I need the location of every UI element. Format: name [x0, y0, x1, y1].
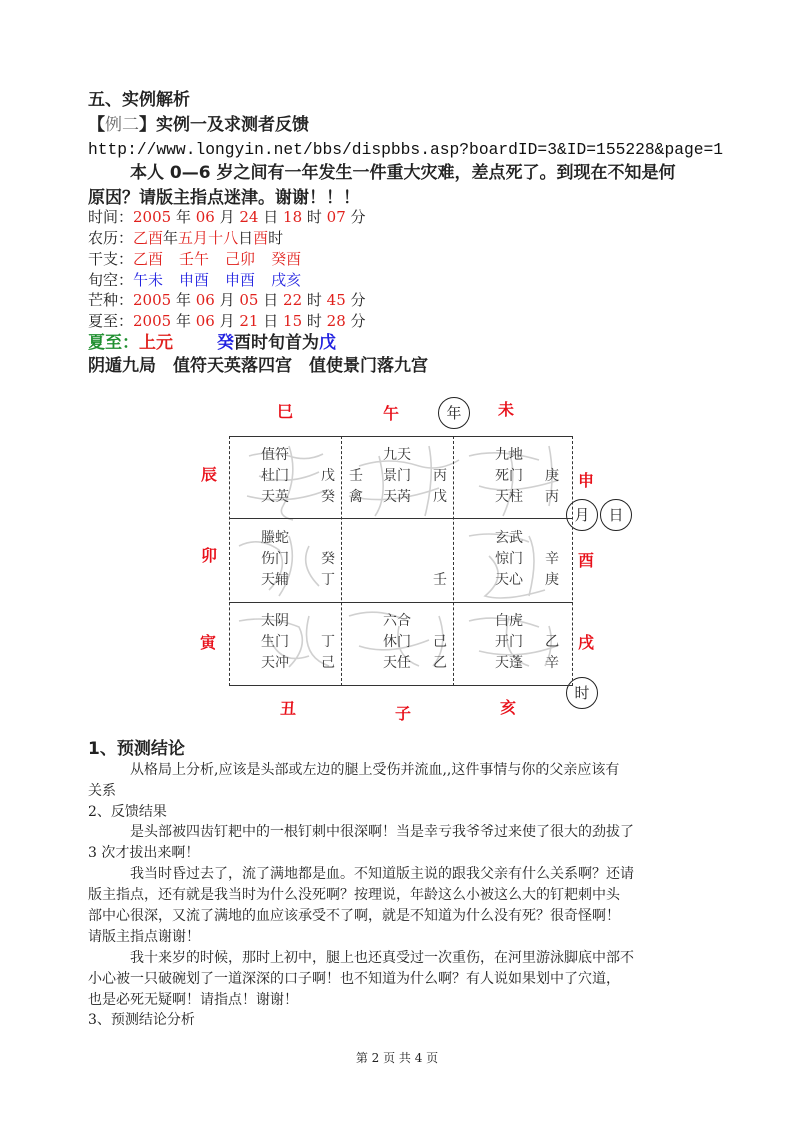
door: 杜门 — [261, 468, 289, 484]
door: 开门 — [495, 634, 523, 650]
bracket-open: 【 — [88, 115, 105, 135]
door: 景门 — [383, 468, 411, 484]
palace-5 — [343, 528, 455, 610]
god: 九天 — [383, 447, 411, 463]
section-2-text: 3 次才拔出来啊！ — [88, 845, 200, 861]
star: 天辅 — [261, 572, 289, 588]
branch-shen: 申 — [578, 471, 595, 490]
door: 伤门 — [261, 551, 289, 567]
branch-chen: 辰 — [201, 465, 218, 484]
door-stem: 乙 — [545, 634, 559, 650]
branch-wu: 午 — [383, 404, 400, 423]
section-heading: 五、实例解析 — [88, 90, 190, 110]
palace-grid — [229, 436, 573, 686]
star-stem: 癸 — [321, 489, 335, 505]
section-2-text: 我十来岁的时候，那时上初中，腿上也还真受过一次重伤，在河里游泳脚底中部不 — [130, 950, 634, 966]
info-xiazhi: 夏至：2005 年 06 月 21 日 15 时 28 分 — [88, 312, 366, 330]
star: 天冲 — [261, 655, 289, 671]
door: 死门 — [495, 468, 523, 484]
door-stem: 庚 — [545, 468, 559, 484]
branch-hai: 亥 — [500, 698, 517, 717]
palace-9 — [343, 445, 455, 527]
branch-chou: 丑 — [280, 699, 297, 718]
section-2-text: 部中心很深，又流了满地的血应该承受不了啊，就是不知道为什么没有死？很奇怪啊！ — [88, 908, 620, 924]
door-stem: 辛 — [545, 551, 559, 567]
example-tag: 例二 — [105, 115, 139, 135]
info-ju: 阴遁九局 值符天英落四宫 值使景门落九宫 — [88, 356, 428, 376]
branch-wei: 未 — [498, 400, 515, 419]
section-2-text: 版主指点，还有就是我当时为什么没死啊？按理说，年龄这么小被这么大的钉耙刺中头 — [88, 887, 620, 903]
god: 六合 — [383, 613, 411, 629]
bracket-close: 】 — [139, 115, 156, 135]
question-line-1: 本人 0—6 岁之间有一年发生一件重大灾难，差点死了。到现在不知是何 — [130, 163, 676, 183]
section-1-text: 从格局上分析,应该是头部或左边的腿上受伤并流血,,这件事情与你的父亲应该有 — [130, 762, 620, 778]
palace-7 — [455, 528, 567, 610]
info-mangzhong: 芒种：2005 年 06 月 05 日 22 时 45 分 — [88, 291, 366, 309]
section-3-title: 3、预测结论分析 — [88, 1012, 195, 1028]
day-marker: 日 — [600, 499, 632, 531]
door: 惊门 — [495, 551, 523, 567]
star-stem: 丙 — [545, 489, 559, 505]
info-ganzhi: 干支：乙酉 壬午 己卯 癸酉 — [88, 250, 302, 268]
year-marker: 年 — [438, 397, 470, 429]
page-number: 第 2 页 共 4 页 — [355, 1051, 439, 1065]
god: 九地 — [495, 447, 523, 463]
branch-yin: 寅 — [200, 633, 217, 652]
grid-vline-left — [229, 436, 230, 686]
extra-star: 禽 — [349, 489, 363, 505]
question-line-2: 原因？请版主指点迷津。谢谢！！！ — [88, 188, 360, 208]
door-stem: 丙 — [433, 468, 447, 484]
star-stem: 丁 — [321, 572, 335, 588]
branch-si: 巳 — [277, 402, 294, 421]
section-2-title: 2、反馈结果 — [88, 804, 167, 820]
door-stem: 己 — [433, 634, 447, 650]
source-url[interactable]: http://www.longyin.net/bbs/dispbbs.asp?boardID=3&ID=155228&page=1 — [88, 140, 724, 159]
branch-mao: 卯 — [201, 546, 218, 565]
example-title — [88, 114, 309, 136]
star: 天任 — [383, 655, 411, 671]
door-stem: 戊 — [321, 468, 335, 484]
info-xunkong: 旬空：午未 申酉 申酉 戌亥 — [88, 271, 302, 289]
section-2-text: 我当时昏过去了，流了满地都是血。不知道版主说的跟我父亲有什么关系啊？还请 — [130, 866, 634, 882]
palace-4 — [231, 445, 343, 527]
star-stem: 辛 — [545, 655, 559, 671]
door: 休门 — [383, 634, 411, 650]
palace-1 — [343, 611, 455, 693]
month-marker: 月 — [566, 499, 598, 531]
grid-line-top — [229, 436, 573, 437]
example-title-text: 实例一及求测者反馈 — [156, 115, 309, 135]
star-stem: 己 — [321, 655, 335, 671]
section-1-text: 关系 — [88, 783, 116, 799]
section-1-title: 1、预测结论 — [88, 739, 185, 759]
palace-6 — [455, 611, 567, 693]
branch-zi: 子 — [395, 704, 412, 723]
star-stem: 戊 — [433, 489, 447, 505]
god: 白虎 — [495, 613, 523, 629]
palace-8 — [231, 611, 343, 693]
star: 天芮 — [383, 489, 411, 505]
god: 玄武 — [495, 530, 523, 546]
section-2-text: 请版主指点谢谢！ — [88, 929, 200, 945]
door-stem: 丁 — [321, 634, 335, 650]
extra-stem: 壬 — [349, 468, 363, 484]
hour-marker: 时 — [566, 677, 598, 709]
god: 值符 — [261, 447, 289, 463]
center-stem: 壬 — [433, 572, 447, 588]
star-stem: 庚 — [545, 572, 559, 588]
info-time: 时间：2005 年 06 月 24 日 18 时 07 分 — [88, 208, 366, 226]
branch-xu: 戌 — [578, 633, 595, 652]
info-yuan: 夏至：上元 癸酉时旬首为戊 — [88, 333, 336, 353]
door-stem: 癸 — [321, 551, 335, 567]
door: 生门 — [261, 634, 289, 650]
star: 天英 — [261, 489, 289, 505]
section-2-text: 也是必死无疑啊！请指点！谢谢！ — [88, 992, 298, 1008]
star-stem: 乙 — [433, 655, 447, 671]
god: 螣蛇 — [261, 530, 289, 546]
section-2-text: 小心被一只破碗划了一道深深的口子啊！也不知道为什么啊？有人说如果划中了穴道， — [88, 971, 620, 987]
star: 天心 — [495, 572, 523, 588]
god: 太阴 — [261, 613, 289, 629]
branch-you: 酉 — [578, 551, 595, 570]
palace-2 — [455, 445, 567, 527]
star: 天柱 — [495, 489, 523, 505]
grid-vline-right — [572, 436, 573, 686]
star: 天蓬 — [495, 655, 523, 671]
section-2-text: 是头部被四齿钉耙中的一根钉刺中很深啊！当是幸亏我爷爷过来使了很大的劲拔了 — [130, 824, 634, 840]
info-lunar: 农历：乙酉年五月十八日酉时 — [88, 229, 284, 247]
palace-3 — [231, 528, 343, 610]
